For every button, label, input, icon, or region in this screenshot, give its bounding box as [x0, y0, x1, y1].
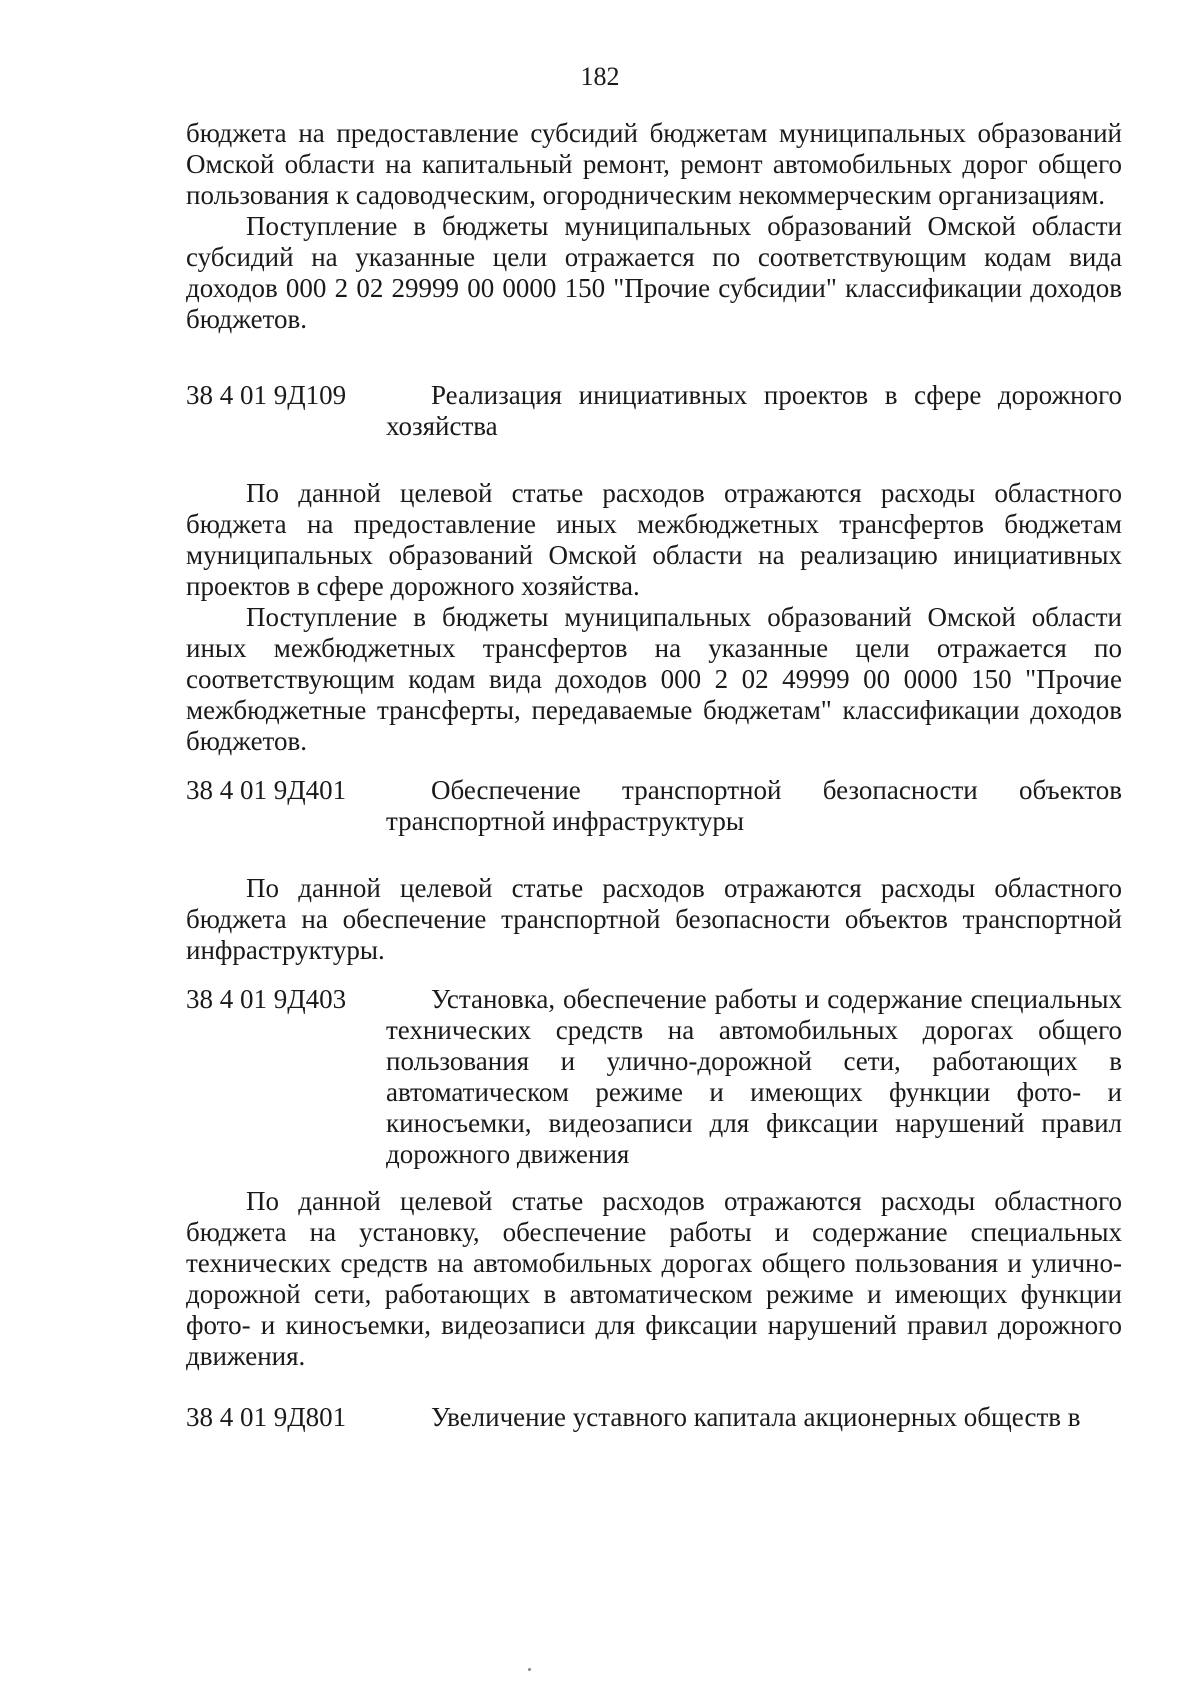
paragraph: Поступление в бюджеты муниципальных образований Омской области субсидий на указанные цели отражается по соответствующим кодам вида доходов 000 2 02 29999 00 0000 150 "Прочие субсидии" классификации доходов бюджетов.: [186, 211, 1122, 334]
article-code: 38 4 01 9Д801: [186, 1402, 347, 1432]
budget-article-heading: [186, 380, 1122, 442]
continuation-block: [186, 118, 1122, 335]
page-number: 182: [580, 62, 620, 91]
article-title: Установка, обеспечение работы и содержание специальных технических средств на автомобильных дорогах общего пользования и улично-дорожной сети, работающих в автоматическом режиме и имеющих функции фото- и киносъемки, видеозаписи для фиксации нарушений правил дорожного движения: [386, 984, 1122, 1169]
paragraph: Поступление в бюджеты муниципальных образований Омской области иных межбюджетных трансфертов на указанные цели отражается по соответствующим кодам вида доходов 000 2 02 49999 00 0000 150 "Прочие межбюджетные трансферты, передаваемые бюджетам" классификации доходов бюджетов.: [186, 602, 1122, 756]
article-code: 38 4 01 9Д109: [186, 380, 347, 410]
article-body: [186, 1186, 1122, 1372]
budget-article-heading: [186, 984, 1122, 1170]
article-code: 38 4 01 9Д401: [186, 775, 347, 805]
article-body: [186, 478, 1122, 757]
article-code: 38 4 01 9Д403: [186, 984, 347, 1014]
budget-article-heading: [186, 1402, 1122, 1433]
paragraph: По данной целевой статье расходов отражаются расходы областного бюджета на предоставление иных межбюджетных трансфертов бюджетам муниципальных образований Омской области на реализацию инициативных проектов в сфере дорожного хозяйства.: [186, 478, 1122, 601]
article-body: [186, 873, 1122, 966]
paragraph: бюджета на предоставление субсидий бюджетам муниципальных образований Омской области на капитальный ремонт, ремонт автомобильных дорог общего пользования к садоводческим, огородническим некоммерческим организациям.: [186, 118, 1122, 210]
article-title: Обеспечение транспортной безопасности объектов транспортной инфраструктуры: [386, 775, 1122, 836]
article-title: Реализация инициативных проектов в сфере дорожного хозяйства: [386, 380, 1122, 441]
article-title: Увеличение уставного капитала акционерных обществ в: [431, 1402, 1081, 1432]
paragraph: По данной целевой статье расходов отражаются расходы областного бюджета на обеспечение транспортной безопасности объектов транспортной инфраструктуры.: [186, 873, 1122, 965]
scan-artifact: [528, 1668, 531, 1671]
budget-article-heading: [186, 775, 1122, 837]
paragraph: По данной целевой статье расходов отражаются расходы областного бюджета на установку, обеспечение работы и содержание специальных технических средств на автомобильных дорогах общего пользования и улично-дорожной сети, работающих в автоматическом режиме и имеющих функции фото- и киносъемки, видеозаписи для фиксации нарушений правил дорожного движения.: [186, 1186, 1122, 1371]
